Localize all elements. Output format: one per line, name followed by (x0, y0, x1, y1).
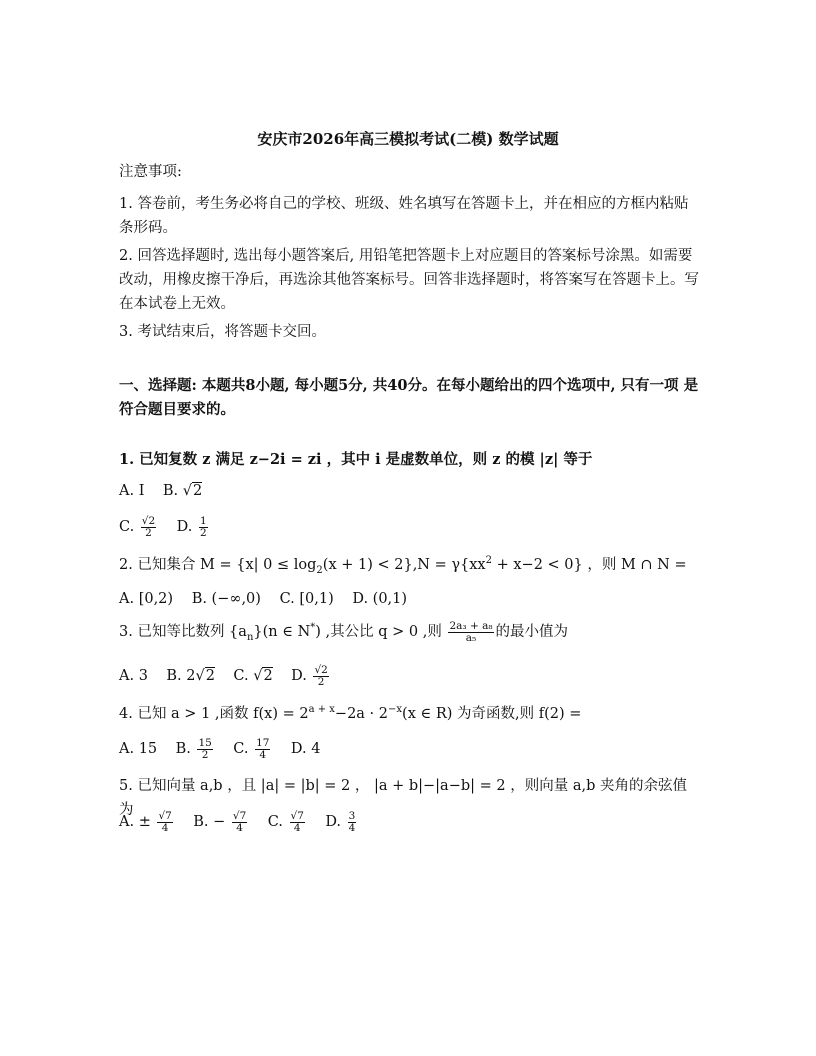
question-1-options-ab (119, 479, 699, 503)
option-c: C. $\frac{√7}{4}$ (267, 809, 304, 834)
question-4-stem: 4. 已知 a > 1 ,函数 $f(x) = 2^{a + x}-2a \cdot 2^{-x}(x$ ∈ R) 为奇函数,则 f(2) = (119, 704, 582, 722)
note-item-3: 3. 考试结束后，将答题卡交回。 (119, 324, 326, 340)
option-c: C. $\frac{17}{4}$ (233, 736, 270, 761)
question-2-stem: 2. 已知集合 M = {x| $0 \le \log_2(x + 1) < 2\},N = \gamma\{xx^2 + x-2 < 0\}$ ，则 M ∩ N = (119, 555, 687, 576)
option-b: B. (−∞,0) (191, 591, 261, 607)
question-5-stem: 5. 已知向量 a,b ，且 |a| = |b| = 2 ， |a + b|−|a−b| = 2 ，则向量 a,b 夹角的余弦值为 (119, 778, 687, 818)
question-3-stem: 3. 已知等比数列 $\{a_n\}(n$ ∈ N*) ,其公比 q > 0 ,则 $\frac{\text{2a₃ + a₈}}{\text{a₅}}$ 的最小值为 (119, 619, 569, 644)
page-title: 安庆市2026年高三模拟考试(二模) 数学试题 (257, 130, 559, 148)
option-d: D. (0,1) (352, 591, 408, 607)
question-1-stem: 1. 已知复数 z 满足 z−2i = zi ，其中 i 是虚数单位，则 z 的模 |z| 等于 (119, 451, 593, 468)
option-a: A. ± $\frac{√7}{4}$ (119, 809, 172, 834)
option-a: A. 3 (119, 668, 148, 684)
question-3-options (119, 664, 699, 688)
notes-heading: 注意事项: (119, 164, 182, 180)
option-c: C. $\frac{√2}{2}$ (119, 514, 156, 539)
option-c: C. [0,1) (279, 591, 334, 607)
question-5-options (119, 810, 699, 834)
option-a: A. [0,2) (119, 591, 174, 607)
note-item-2: 2. 回答选择题时, 选出每小题答案后, 用铅笔把答题卡上对应题目的答案标号涂黑。如需要改动，用橡皮擦干净后，再选涂其他答案标号。回答非选择题时，将答案写在答题卡上。写在本试卷上无效。 (119, 248, 699, 312)
option-b: B. √2 (162, 483, 203, 499)
question-4-options (119, 737, 699, 761)
sqrt: √2 (182, 483, 203, 499)
option-b: B. − $\frac{√7}{4}$ (193, 809, 247, 834)
option-b: B. $\frac{15}{2}$ (175, 736, 212, 761)
option-d: D. 4 (290, 741, 321, 757)
option-d: D. $\frac{1}{2}$ (176, 514, 207, 539)
option-a: A. 15 (119, 741, 158, 757)
option-c: C. √2 (233, 668, 273, 684)
question-1-options-cd (119, 515, 699, 539)
option-a: A. I (119, 483, 145, 499)
fraction: $\frac{\text{2a₃ + a₈}}{\text{a₅}}$ (449, 619, 493, 644)
section-heading: 一、选择题: 本题共8小题, 每小题5分, 共40分。在每小题给出的四个选项中, 只有一项 是符合题目要求的。 (119, 377, 699, 418)
option-b: B. 2√2 (166, 668, 215, 684)
note-item-1: 1. 答卷前，考生务必将自己的学校、班级、姓名填写在答题卡上，并在相应的方框内粘贴条形码。 (119, 196, 689, 236)
question-2-options (119, 587, 699, 611)
option-d: D. $\frac{3}{4}$ (325, 809, 356, 834)
option-d: D. $\frac{√2}{2}$ (291, 663, 328, 688)
